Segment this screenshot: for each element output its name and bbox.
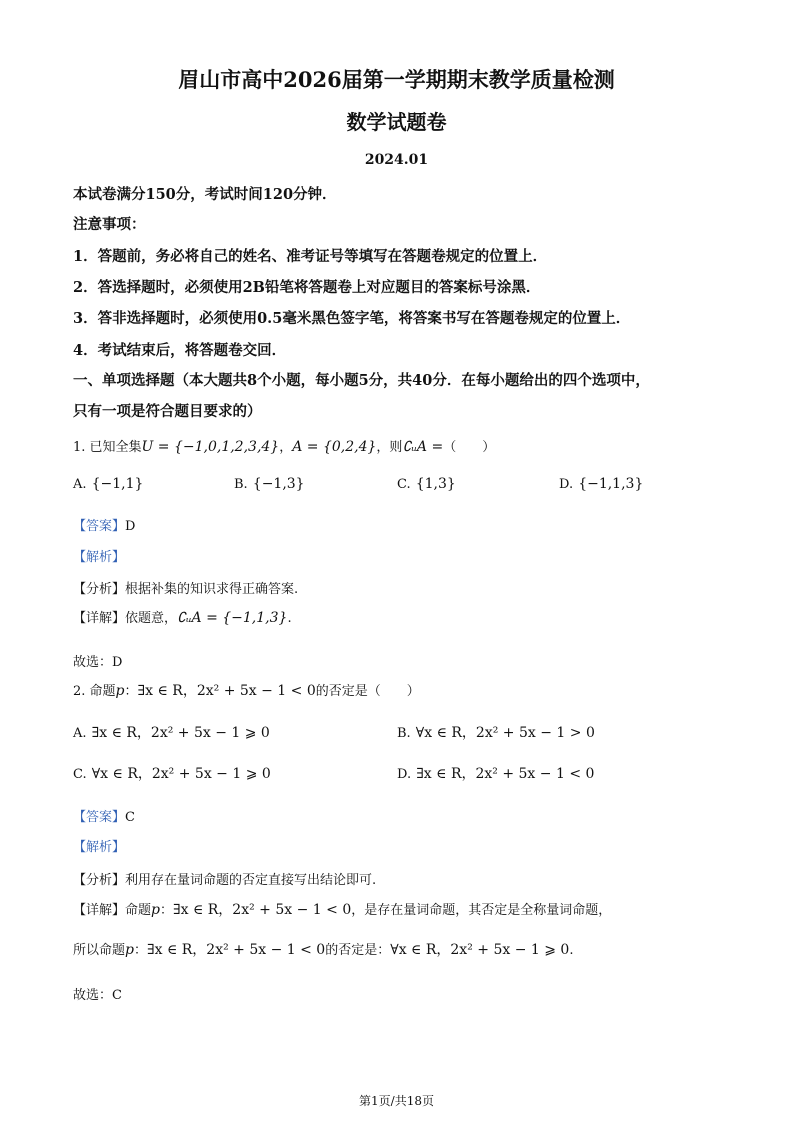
- question-1-sep1: ，: [279, 440, 293, 455]
- question-2-option-a: [73, 722, 270, 742]
- question-2-suffix: 的否定是（ ）: [315, 684, 420, 699]
- section-heading-line1: 一、单项选择题（本大题共8个小题，每小题5分，共40分．在每小题给出的四个选项中，: [73, 372, 650, 389]
- fenxi-tag: 【分析】: [73, 873, 126, 888]
- question-2-option-b: [397, 722, 595, 742]
- option-label: A.: [73, 477, 87, 492]
- xiangjie-text: .: [569, 943, 574, 958]
- xiangjie-tag: 【详解】: [73, 611, 126, 626]
- option-value: {−1,1,3}: [578, 476, 644, 492]
- question-2-xiangjie-line1: [73, 899, 611, 919]
- option-value: {−1,3}: [252, 476, 305, 492]
- xiangjie-colon: ：: [160, 903, 174, 918]
- xiangjie-text: 命题: [125, 903, 152, 918]
- answer-value: D: [125, 519, 136, 534]
- fenxi-tag: 【分析】: [73, 582, 126, 597]
- question-2-option-c: [73, 763, 271, 783]
- question-1-analysis-tag: 【解析】: [73, 550, 126, 565]
- option-value: ∃x ∈ R，2x² + 5x − 1 ⩾ 0: [91, 725, 270, 741]
- option-label: D.: [559, 477, 574, 492]
- question-2-statement: ∃x ∈ R，2x² + 5x − 1 < 0: [137, 683, 316, 699]
- exam-date: 2024.01: [364, 152, 429, 168]
- option-label: D.: [397, 767, 412, 782]
- option-label: B.: [397, 726, 411, 741]
- exam-subtitle: 数学试题卷: [346, 110, 447, 134]
- question-1-answer: [73, 515, 135, 534]
- question-2-analysis-tag: 【解析】: [73, 840, 126, 855]
- notice-item-2: 2．答选择题时，必须使用2B铅笔将答题卷上对应题目的答案标号涂黑．: [73, 279, 541, 296]
- xiangjie-tag: 【详解】: [73, 903, 126, 918]
- question-1-option-c: [397, 473, 456, 492]
- option-value: ∀x ∈ R，2x² + 5x − 1 > 0: [415, 725, 595, 741]
- question-1-complement: ∁ᵤA =: [402, 439, 444, 455]
- notice-item-1: 1．答题前，务必将自己的姓名、准考证号等填写在答题卷规定的位置上．: [73, 248, 548, 265]
- answer-tag: 【答案】: [73, 519, 126, 534]
- xiangjie-expr: ∃x ∈ R，2x² + 5x − 1 < 0: [173, 902, 352, 918]
- question-2-stem: [73, 680, 420, 700]
- answer-value: C: [125, 810, 135, 825]
- question-1-set-u: U = {−1,0,1,2,3,4}: [141, 439, 280, 455]
- question-1-blank: （ ）: [443, 440, 496, 455]
- question-2-choose: 故选：C: [73, 988, 122, 1003]
- xiangjie-p: p: [151, 902, 160, 918]
- option-label: A.: [73, 726, 87, 741]
- answer-tag: 【答案】: [73, 810, 126, 825]
- option-value: ∃x ∈ R，2x² + 5x − 1 < 0: [416, 766, 595, 782]
- question-2-answer: [73, 806, 135, 825]
- xiangjie-colon: ：: [133, 943, 147, 958]
- option-label: C.: [397, 477, 411, 492]
- question-1-stem: [73, 436, 495, 455]
- notice-title: 注意事项：: [73, 216, 146, 233]
- exam-info: 本试卷满分150分，考试时间120分钟．: [73, 186, 337, 203]
- option-label: B.: [234, 477, 248, 492]
- option-label: C.: [73, 767, 87, 782]
- question-1-set-a: A = {0,2,4}: [292, 439, 377, 455]
- xiangjie-text: 的否定是：: [325, 943, 391, 958]
- notice-item-4: 4．考试结束后，将答题卷交回．: [73, 342, 287, 359]
- fenxi-text: 利用存在量词命题的否定直接写出结论即可.: [125, 873, 377, 888]
- question-2-prefix: 2. 命题: [73, 684, 116, 699]
- question-2-xiangjie-line2: [73, 939, 573, 959]
- xiangjie-text: ，是存在量词命题，其否定是全称量词命题，: [351, 903, 612, 918]
- option-value: {−1,1}: [91, 476, 144, 492]
- xiangjie-expr: ∃x ∈ R，2x² + 5x − 1 < 0: [147, 942, 326, 958]
- section-heading-line2: 只有一项是符合题目要求的）: [73, 403, 262, 420]
- question-2-fenxi: [73, 869, 376, 888]
- question-2-colon: ：: [124, 684, 138, 699]
- question-2-p: p: [115, 683, 125, 699]
- question-1-prefix: 1. 已知全集: [73, 440, 142, 455]
- option-value: {1,3}: [415, 476, 456, 492]
- xiangjie-text: 所以命题: [73, 943, 126, 958]
- question-1-option-d: [559, 473, 643, 492]
- xiangjie-p: p: [125, 942, 134, 958]
- xiangjie-pre: 依题意，: [125, 611, 178, 626]
- question-1-sep2: ，则: [376, 440, 403, 455]
- question-1-choose: 故选：D: [73, 655, 123, 670]
- xiangjie-post: .: [287, 611, 292, 626]
- question-1-fenxi: [73, 578, 298, 597]
- question-1-xiangjie: [73, 607, 292, 626]
- page-number: 第1页/共18页: [359, 1094, 434, 1108]
- question-1-option-b: [234, 473, 305, 492]
- fenxi-text: 根据补集的知识求得正确答案.: [125, 582, 299, 597]
- exam-title: 眉山市高中2026届第一学期期末教学质量检测: [178, 67, 615, 92]
- notice-item-3: 3．答非选择题时，必须使用0.5毫米黑色签字笔，将答案书写在答题卷规定的位置上．: [73, 310, 631, 327]
- xiangjie-expr2: ∀x ∈ R，2x² + 5x − 1 ⩾ 0: [390, 942, 570, 958]
- option-value: ∀x ∈ R，2x² + 5x − 1 ⩾ 0: [91, 766, 271, 782]
- xiangjie-expr: ∁ᵤA = {−1,1,3}: [177, 610, 288, 626]
- question-1-option-a: [73, 473, 143, 492]
- question-2-option-d: [397, 763, 594, 783]
